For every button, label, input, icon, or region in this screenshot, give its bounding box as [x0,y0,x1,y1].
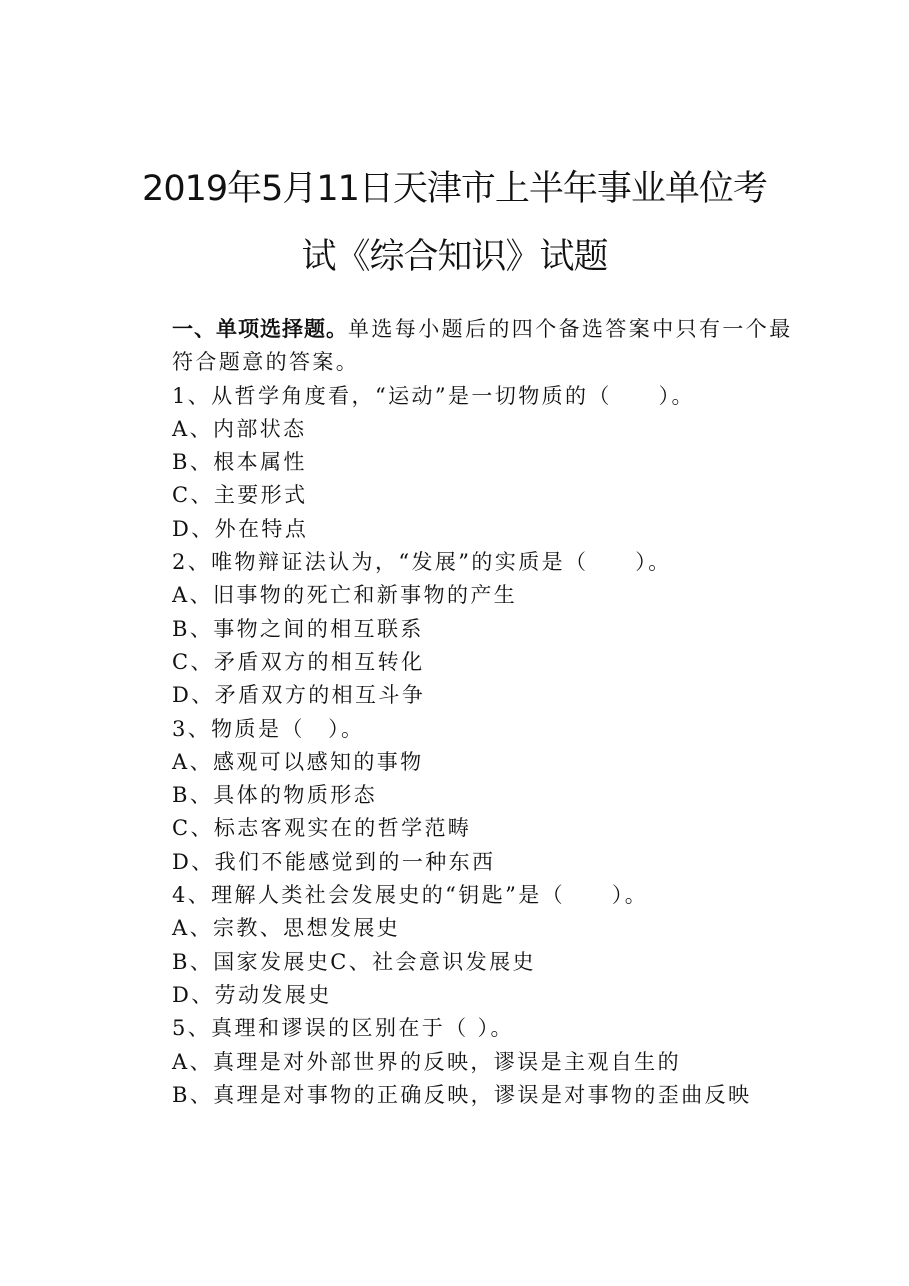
q1-option-c: C、主要形式 [172,483,308,508]
q1-option-a: A、内部状态 [172,416,307,441]
q2-option-a: A、旧事物的死亡和新事物的产生 [172,583,518,608]
question-2: 2、唯物辩证法认为，“发展”的实质是（ ）。 [172,550,672,575]
question-5: 5、真理和谬误的区别在于（ ）。 [172,1016,514,1041]
q3-option-a: A、感观可以感知的事物 [172,749,424,774]
question-3: 3、物质是（ ）。 [172,716,365,741]
q2-option-b: B、事物之间的相互联系 [172,616,424,641]
section-heading: 一、单项选择题。 [172,317,348,341]
q1-option-b: B、根本属性 [172,450,307,475]
q4-option-d: D、劳动发展史 [172,982,332,1007]
section-intro [122,313,802,380]
q3-option-d: D、我们不能感觉到的一种东西 [172,849,496,874]
question-1: 1、从哲学角度看，“运动”是一切物质的（ ）。 [172,383,695,408]
q5-option-b: B、真理是对事物的正确反映，谬误是对事物的歪曲反映 [172,1082,752,1107]
q2-option-c: C、矛盾双方的相互转化 [172,649,425,674]
q3-option-c: C、标志客观实在的哲学范畴 [172,816,472,841]
q4-option-a: A、宗教、思想发展史 [172,916,401,941]
section-instruction: 单选每小题后的四个备选答案中只有一个最符合题意的答案。 [172,317,793,375]
q1-option-d: D、外在特点 [172,516,309,541]
question-4: 4、理解人类社会发展史的“钥匙”是（ ）。 [172,883,649,908]
q4-option-b-c: B、国家发展史C、社会意识发展史 [172,949,536,974]
document-body [122,313,802,1112]
q3-option-b: B、具体的物质形态 [172,783,378,808]
q5-option-a: A、真理是对外部世界的反映，谬误是主观自生的 [172,1049,681,1074]
title-line-2: 试《综合知识》试题 [301,237,608,277]
title-line-1: 2019年5月11日天津市上半年事业单位考 [142,169,767,209]
q2-option-d: D、矛盾双方的相互斗争 [172,683,426,708]
